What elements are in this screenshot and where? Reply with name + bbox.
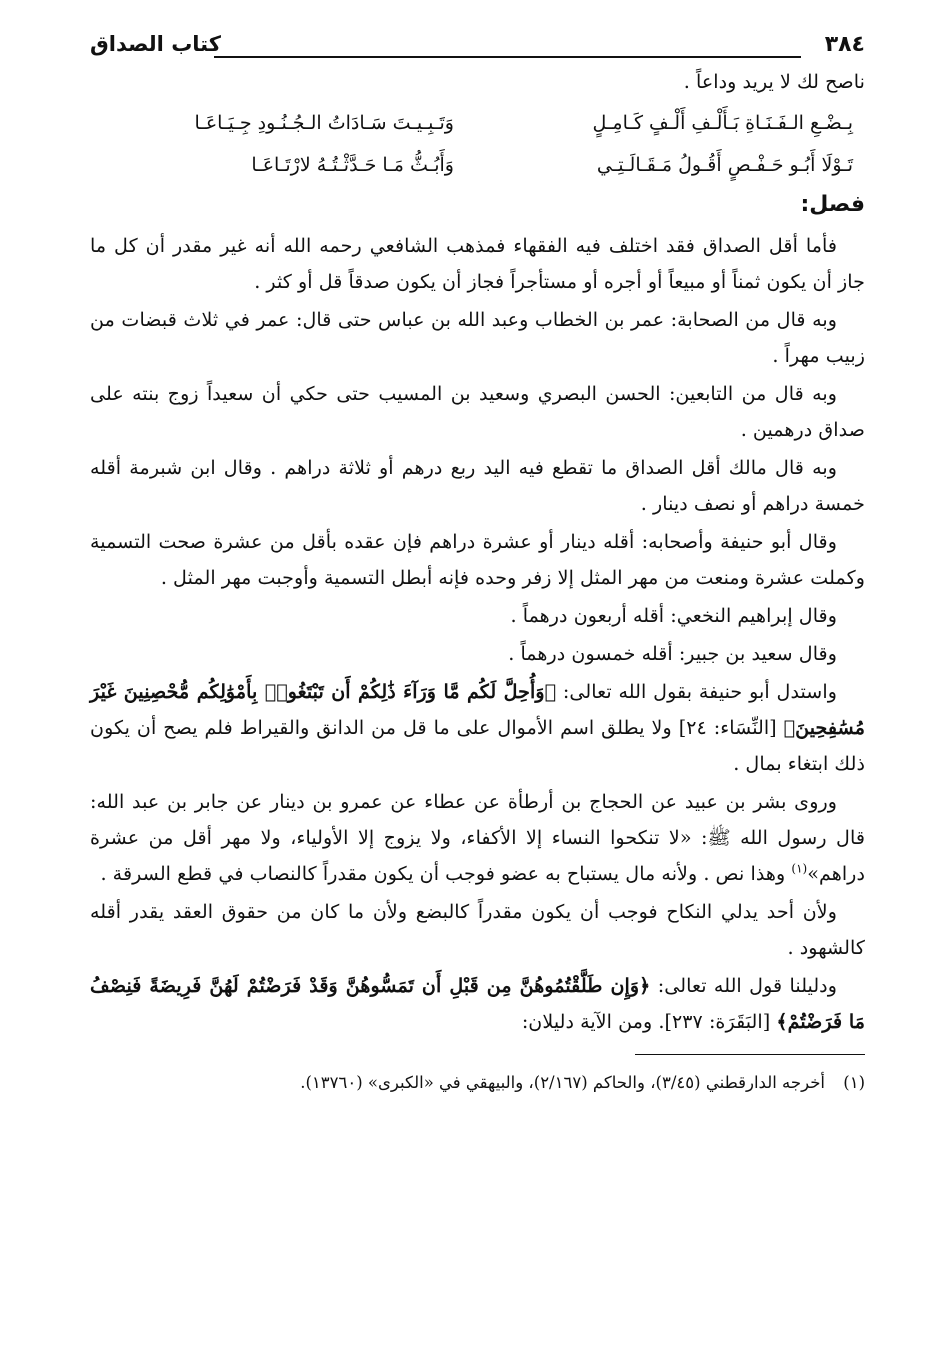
- footnotes: [90, 1069, 865, 1097]
- poem: [90, 102, 865, 186]
- footnote-text: أخرجه الدارقطني (٣/٤٥)، والحاكم (٢/١٦٧)، والبيهقي في «الكبرى» (١٣٧٦٠).: [300, 1073, 825, 1092]
- paragraph-hadith: [90, 784, 865, 892]
- paragraph-with-verse: [90, 674, 865, 782]
- paragraph-with-verse: [90, 968, 865, 1040]
- verse-second-hemistich: وَأَبُـثُّ مَـا حَـدَّثْـتُـهُ لارْتَـاعَـا: [251, 154, 454, 176]
- section-heading: فصل:: [800, 192, 865, 217]
- quran-verse: ﴿وَأُحِلَّ لَكُم مَّا وَرَآءَ ذَٰلِكُمْ أَن تَبْتَغُوا۟ بِأَمْوَٰلِكُم مُّحْصِنِينَ غَيْرَ مُسَٰفِحِينَ﴾: [90, 680, 865, 739]
- main-text: [90, 64, 865, 1040]
- book-page: [90, 30, 865, 1349]
- footnote-marker[interactable]: (١): [791, 861, 808, 876]
- footnote: [90, 1069, 865, 1097]
- paragraph-tail: وهذا نص . ولأنه مال يستباح به عضو فوجب أن يكون مقدراً كالنصاب في قطع السرقة .: [100, 862, 792, 885]
- header-rule: [214, 56, 801, 58]
- paragraph-tail: [النِّسَاء: ٢٤] ولا يطلق اسم الأموال على ما قل من الدانق والقيراط فلم يصح أن يكون ذلك ابتغاء بمال .: [90, 716, 865, 775]
- paragraph: وقال إبراهيم النخعي: أقله أربعون درهماً .: [510, 604, 837, 627]
- paragraph-lead: واستدل أبو حنيفة بقول الله تعالى:: [556, 680, 837, 703]
- paragraph: ولأن أحد يدلي النكاح فوجب أن يكون مقدراً كالبضع ولأن ما كان من حقوق العقد يقدر أقله كالشهود .: [90, 900, 865, 959]
- paragraph-lead: ودليلنا قول الله تعالى:: [650, 974, 837, 997]
- verse-first-hemistich: تَـوْلَا أَبُـو حَـفْـصٍ أَقُـولُ مَـقَـالَـتِـي: [596, 154, 853, 176]
- verse-first-hemistich: بِـضْـعِ الـفَـنَـاةِ بَـأَلْـفِ أَلْـفٍ كَـامِـلٍ: [592, 112, 853, 134]
- footnote-number: (١): [843, 1073, 865, 1092]
- paragraph-tail: [البَقَرَة: ٢٣٧]. ومن الآية دليلان:: [521, 1010, 777, 1033]
- paragraph: وبه قال من التابعين: الحسن البصري وسعيد بن المسيب حتى حكي أن سعيداً زوج بنته على صداق درهمين .: [90, 382, 865, 441]
- quran-verse: ﴿وَإِن طَلَّقْتُمُوهُنَّ مِن قَبْلِ أَن تَمَسُّوهُنَّ وَقَدْ فَرَضْتُمْ لَهُنَّ فَرِيضَةً فَنِصْفُ مَا فَرَضْتُمْ﴾: [90, 974, 865, 1033]
- verse-second-hemistich: وَتَـبِـيـتَ سَـادَاتُ الـجُـنُـودِ جِـيَـاعَـا: [194, 112, 454, 134]
- paragraph: وبه قال مالك أقل الصداق ما تقطع فيه اليد ربع درهم أو ثلاثة دراهم . وقال ابن شبرمة أقله خمسة دراهم أو نصف دينار .: [90, 456, 865, 515]
- paragraph: فأما أقل الصداق فقد اختلف فيه الفقهاء فمذهب الشافعي رحمه الله أنه غير مقدر أن كل ما جاز أن يكون ثمناً أو مبيعاً أو أجره أو مستأجراً فجاز أن يكون صدقاً قل أو كثر .: [90, 234, 865, 293]
- paragraph: وبه قال من الصحابة: عمر بن الخطاب وعبد الله بن عباس حتى قال: عمر في ثلاث قبضات من زبيب مهراً .: [90, 308, 865, 367]
- footnote-rule: [635, 1054, 865, 1055]
- paragraph: وقال سعيد بن جبير: أقله خمسون درهماً .: [508, 642, 837, 665]
- paragraph: وقال أبو حنيفة وأصحابه: أقله دينار أو عشرة دراهم فإن عقده بأقل من عشرة صحت التسمية وكملت عشرة ومنعت من مهر المثل إلا زفر وحده فإنه أبطل التسمية وأوجبت مهر المثل .: [90, 530, 865, 589]
- poem-verse: [90, 102, 865, 144]
- book-title: كتاب الصداق: [90, 32, 221, 56]
- opening-line: ناصح لك لا يريد وداعاً .: [683, 70, 865, 93]
- paragraph-lead: وروى بشر بن عبيد عن الحجاج بن أرطأة عن عطاء عن عمرو بن دينار عن جابر بن عبد الله: قال رسول الله ﷺ: «لا تنكحوا النساء إلا الأكفاء، ولا يزوج إلا الأولياء، ولا مهر أقل من عشرة دراهم»: [90, 790, 865, 885]
- page-number: ٣٨٤: [824, 32, 865, 57]
- running-head: [90, 30, 865, 64]
- poem-verse: [90, 144, 865, 186]
